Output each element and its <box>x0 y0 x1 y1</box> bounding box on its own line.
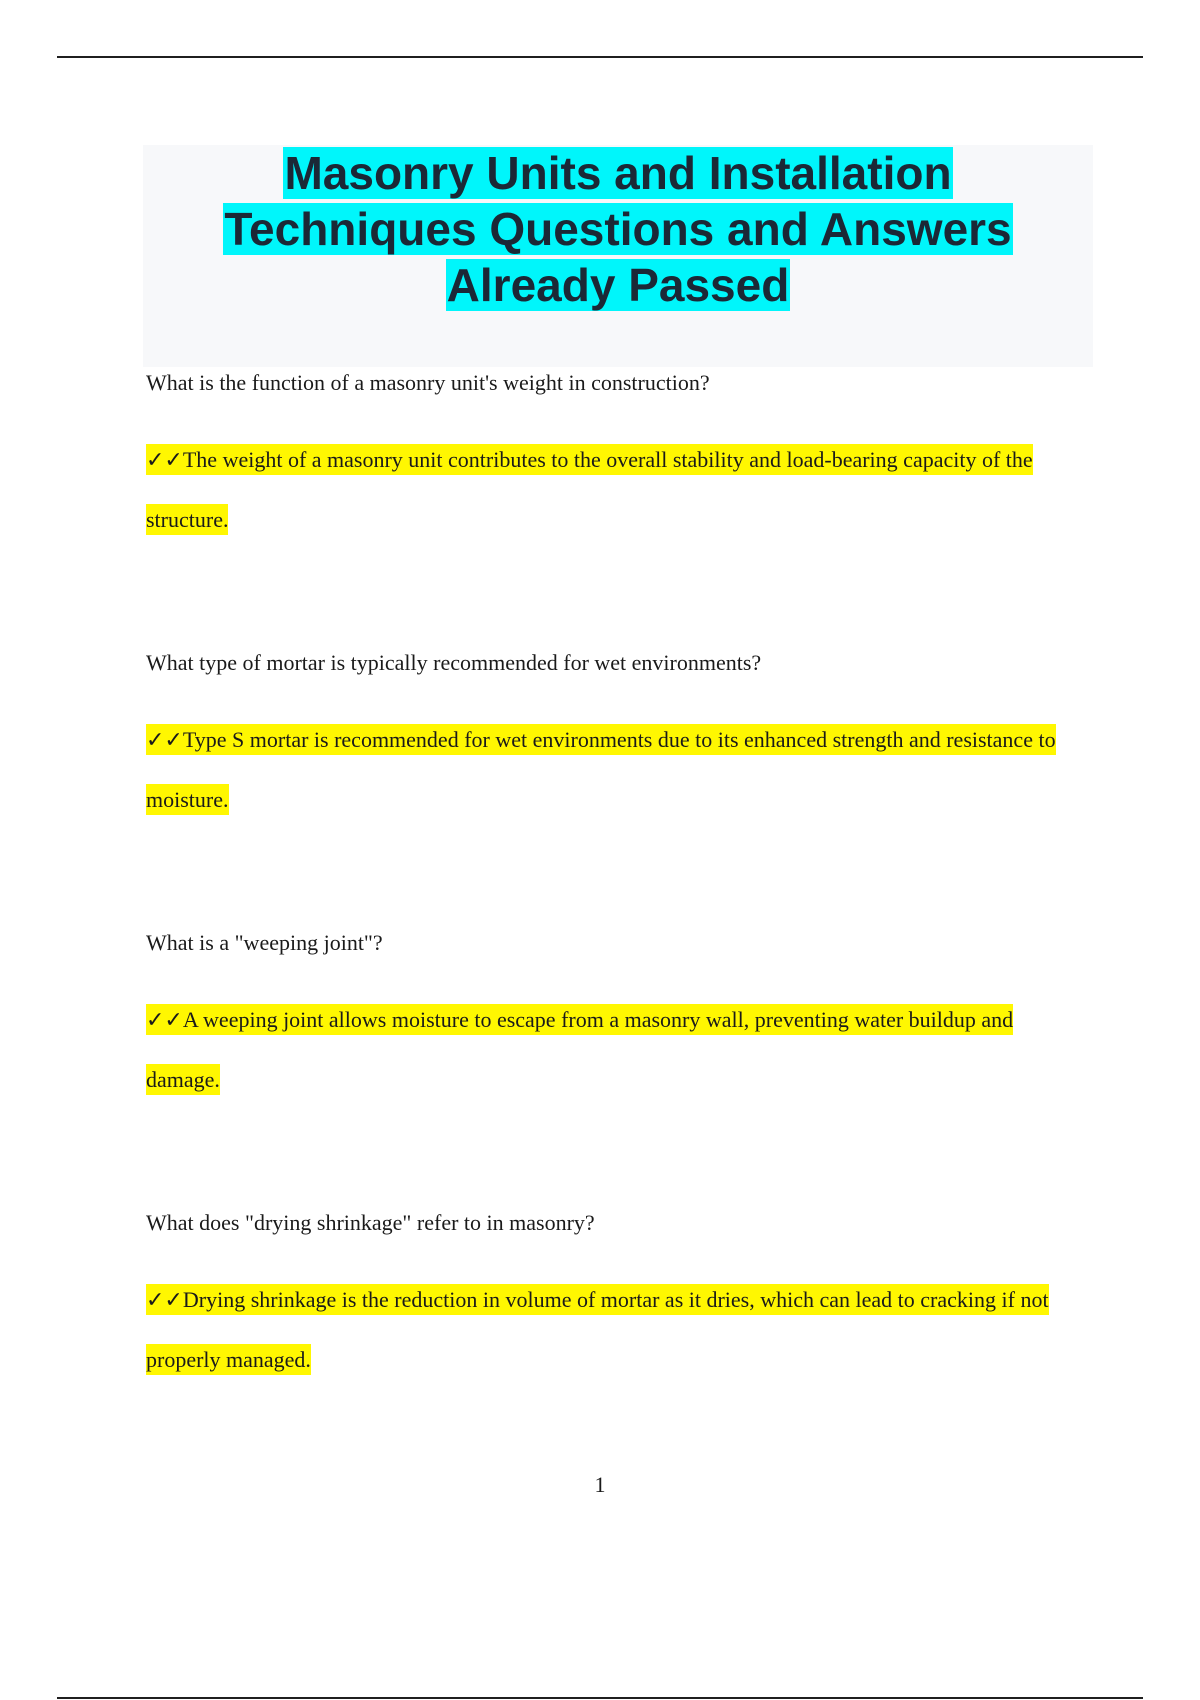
page-number: 1 <box>594 1472 606 1497</box>
answer-highlight: ✓✓The weight of a masonry unit contributes to the overall stability and load-bearing capacity of the structure. <box>146 444 1033 535</box>
title-line-3: Already Passed <box>446 259 790 311</box>
qa-item <box>146 1206 1086 1486</box>
answer-highlight: ✓✓A weeping joint allows moisture to escape from a masonry wall, preventing water buildup and damage. <box>146 1004 1013 1095</box>
answer-text <box>146 710 1086 830</box>
qa-list <box>146 366 1086 1486</box>
title-line-2: Techniques Questions and Answers <box>224 203 1012 255</box>
question-text: What is the function of a masonry unit's weight in construction? <box>146 370 710 395</box>
bottom-rule <box>57 1697 1143 1699</box>
question-text: What does "drying shrinkage" refer to in masonry? <box>146 1210 595 1235</box>
qa-item <box>146 646 1086 926</box>
question-text: What is a "weeping joint"? <box>146 930 383 955</box>
answer-text <box>146 430 1086 550</box>
qa-item <box>146 926 1086 1206</box>
title-block <box>143 145 1093 367</box>
answer-text <box>146 1270 1086 1390</box>
question-text: What type of mortar is typically recommended for wet environments? <box>146 650 762 675</box>
title-line-1: Masonry Units and Installation <box>284 147 952 199</box>
qa-item <box>146 366 1086 646</box>
answer-text <box>146 990 1086 1110</box>
answer-highlight: ✓✓Drying shrinkage is the reduction in volume of mortar as it dries, which can lead to cracking if not properly managed. <box>146 1284 1049 1375</box>
document-title <box>143 145 1093 313</box>
top-rule <box>57 56 1143 58</box>
answer-highlight: ✓✓Type S mortar is recommended for wet environments due to its enhanced strength and resistance to moisture. <box>146 724 1056 815</box>
